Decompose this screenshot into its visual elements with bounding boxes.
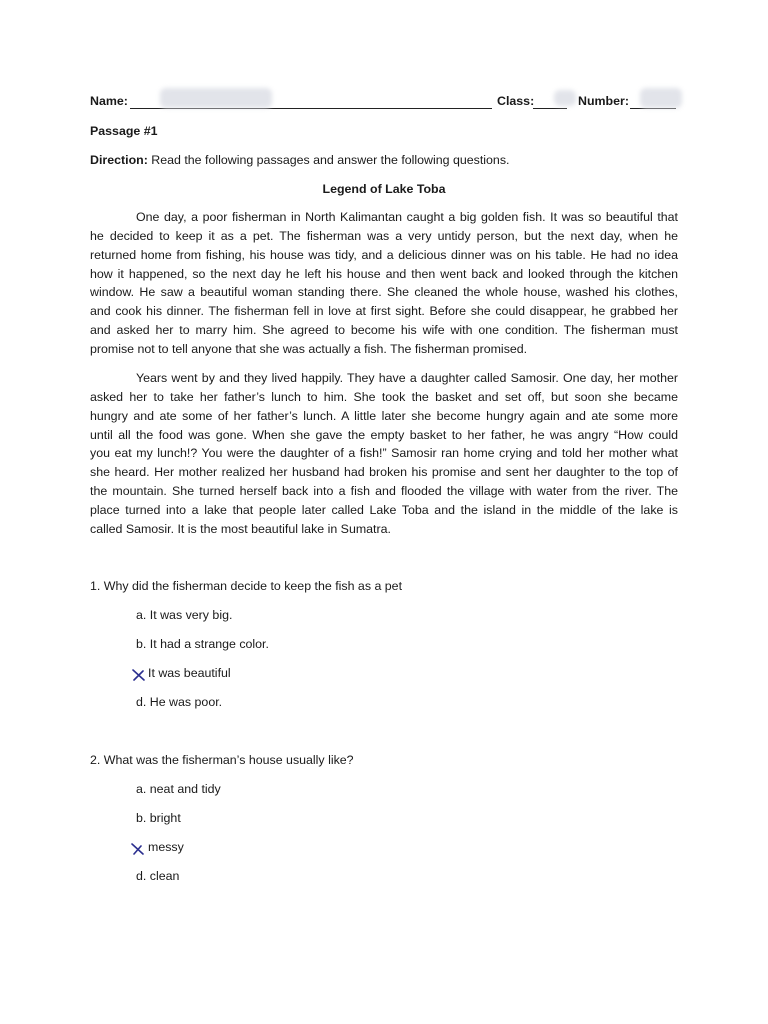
paragraph-line: asked her to take her father’s lunch to him. She took the basket and set off, but soon she became	[90, 389, 678, 404]
paragraph-line: One day, a poor fisherman in North Kalimantan caught a big golden fish. It was so beautiful that	[136, 210, 678, 224]
paragraph-line: called Samosir. It is the most beautiful lake in Sumatra.	[90, 521, 391, 536]
student-info-header	[90, 92, 690, 112]
question-2-option-b[interactable]: b. bright	[136, 811, 181, 825]
paragraph-line: place turned into a lake that people later called Lake Toba and the island in the middle of the lake is	[90, 502, 678, 517]
redacted-number	[640, 88, 682, 108]
name-blank-line	[130, 108, 492, 109]
question-1-text: 1. Why did the fisherman decide to keep the fish as a pet	[90, 579, 403, 593]
question-2-option-c[interactable]: messy	[148, 840, 184, 854]
paragraph-line: Years went by and they lived happily. They have a daughter called Samosir. One day, her mother	[136, 371, 678, 385]
direction-line	[90, 151, 509, 169]
number-blank-line	[630, 108, 676, 109]
check-mark-icon	[131, 842, 145, 856]
direction-text: Read the following passages and answer the following questions.	[151, 153, 510, 167]
passage-paragraph-2	[90, 369, 678, 539]
passage-paragraph-1	[90, 208, 678, 359]
paragraph-line: and asked her to marry him. She agreed to become his wife with one condition. The fisherman must	[90, 323, 678, 338]
paragraph-line: returned home from fishing, his house was tidy, and a delicious dinner was on his table. He had no idea	[90, 247, 678, 262]
paragraph-line: hungry and ate some of her father’s lunch. A little later she become hungry again and ate some more	[90, 408, 678, 423]
paragraph-line: the mountain. She turned herself back into a fish and flooded the village with water from the river. The	[90, 484, 678, 499]
paragraph-line: you eat my lunch!? You were the daughter of a fish!” Samosir ran home crying and told her mother what	[90, 446, 678, 461]
number-label: Number:	[578, 94, 629, 108]
paragraph-line: and cook his dinner. The fisherman fell in love at first sight. Before she could disappear, he grabbed her	[90, 304, 678, 319]
question-2-text: 2. What was the fisherman’s house usually like?	[90, 753, 354, 767]
question-1-option-b[interactable]: b. It had a strange color.	[136, 637, 269, 651]
question-1-option-d[interactable]: d. He was poor.	[136, 695, 223, 709]
class-label: Class:	[497, 94, 535, 108]
class-blank-line	[533, 108, 567, 109]
passage-title: Legend of Lake Toba	[322, 182, 446, 196]
redacted-name	[160, 88, 272, 108]
question-2-option-d[interactable]: d. clean	[136, 869, 180, 883]
direction-label: Direction:	[90, 153, 148, 167]
question-1-option-a[interactable]: a. It was very big.	[136, 608, 233, 622]
name-label: Name:	[90, 94, 128, 108]
question-2-option-a[interactable]: a. neat and tidy	[136, 782, 221, 796]
redacted-class	[554, 90, 576, 106]
paragraph-line: she heard. Her mother realized her husband had broken his promise and sent her daughter to the top of	[90, 465, 678, 480]
check-mark-icon	[132, 668, 146, 682]
passage-label: Passage #1	[90, 124, 158, 138]
paragraph-line: promise not to tell anyone that she was actually a fish. The fisherman promised.	[90, 341, 528, 356]
paragraph-line: window. He saw a beautiful woman standing there. She cleaned the whole house, washed his clothes,	[90, 285, 678, 300]
question-1-option-c[interactable]: It was beautiful	[148, 666, 231, 680]
paragraph-line: how it happened, so the next day he left his house and then went back and looked through the kitchen	[90, 266, 678, 281]
paragraph-line: he decided to keep it as a pet. The fisherman was a very untidy person, but the next day, when he	[90, 228, 678, 243]
paragraph-line: until all the food was gone. When she gave the empty basket to her father, he was angry “How could	[90, 427, 678, 442]
